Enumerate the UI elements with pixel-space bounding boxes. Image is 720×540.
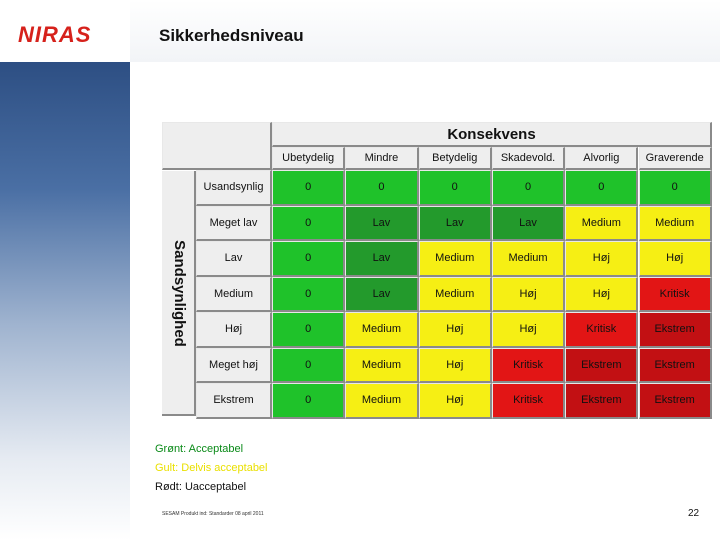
matrix-cell: 0 — [565, 170, 638, 206]
matrix-cell: 0 — [639, 170, 712, 206]
niras-logo: NIRAS — [18, 22, 92, 47]
matrix-cell: Høj — [492, 277, 565, 313]
matrix-cell: Lav — [345, 241, 418, 277]
row-header: Meget høj — [196, 348, 272, 384]
column-header: Graverende — [639, 147, 712, 170]
matrix-cell: Ekstrem — [639, 383, 712, 419]
matrix-cell: Høj — [639, 241, 712, 277]
matrix-cell: 0 — [272, 312, 345, 348]
column-header: Betydelig — [419, 147, 492, 170]
risk-matrix — [162, 122, 712, 418]
page-title: Sikkerhedsniveau — [159, 26, 304, 45]
matrix-cell: Medium — [345, 383, 418, 419]
legend-green: Grønt: Acceptabel — [155, 443, 244, 455]
matrix-cell: Kritisk — [639, 277, 712, 313]
matrix-cell: Høj — [419, 312, 492, 348]
matrix-cell: 0 — [272, 241, 345, 277]
likelihood-label: Sandsynlighed — [170, 240, 188, 347]
column-header: Mindre — [345, 147, 418, 170]
row-header: Høj — [196, 312, 272, 348]
matrix-cell: Høj — [419, 383, 492, 419]
matrix-cell: 0 — [272, 348, 345, 384]
page-number: 22 — [688, 508, 700, 519]
footer-text: SESAM Produkt ind: Standarder 08 april 2011 — [162, 511, 264, 517]
matrix-cell: 0 — [272, 383, 345, 419]
matrix-cell: Medium — [345, 312, 418, 348]
matrix-cell: Medium — [419, 241, 492, 277]
matrix-cell: Lav — [345, 206, 418, 242]
matrix-cell: 0 — [345, 170, 418, 206]
matrix-cell: Høj — [492, 312, 565, 348]
matrix-cell: Lav — [492, 206, 565, 242]
matrix-cell: Medium — [565, 206, 638, 242]
matrix-cell: 0 — [492, 170, 565, 206]
matrix-cell: Medium — [492, 241, 565, 277]
matrix-cell: 0 — [272, 170, 345, 206]
matrix-cell: Ekstrem — [565, 383, 638, 419]
column-header: Skadevold. — [492, 147, 565, 170]
legend-red: Rødt: Uacceptabel — [155, 481, 247, 493]
logo-area — [0, 0, 130, 62]
row-header: Meget lav — [196, 206, 272, 242]
matrix-cell: Medium — [639, 206, 712, 242]
matrix-cell: Lav — [419, 206, 492, 242]
consequence-header: Konsekvens — [272, 122, 712, 147]
matrix-cell: Kritisk — [565, 312, 638, 348]
matrix-cell: Ekstrem — [639, 312, 712, 348]
sidebar-gradient — [0, 0, 130, 540]
matrix-cell: Lav — [345, 277, 418, 313]
column-header: Alvorlig — [565, 147, 638, 170]
matrix-cell: Medium — [345, 348, 418, 384]
column-header: Ubetydelig — [272, 147, 345, 170]
matrix-cell: Høj — [565, 277, 638, 313]
matrix-cell: 0 — [272, 206, 345, 242]
matrix-cell: Medium — [419, 277, 492, 313]
matrix-cell: 0 — [272, 277, 345, 313]
legend-yellow: Gult: Delvis acceptabel — [155, 462, 268, 474]
matrix-cell: 0 — [419, 170, 492, 206]
row-header: Usandsynlig — [196, 170, 272, 206]
row-header: Medium — [196, 277, 272, 313]
matrix-cell: Ekstrem — [565, 348, 638, 384]
row-header: Lav — [196, 241, 272, 277]
matrix-cell: Kritisk — [492, 383, 565, 419]
row-header: Ekstrem — [196, 383, 272, 419]
matrix-cell: Kritisk — [492, 348, 565, 384]
matrix-cell: Ekstrem — [639, 348, 712, 384]
matrix-corner — [162, 122, 272, 170]
matrix-cell: Høj — [565, 241, 638, 277]
matrix-cell: Høj — [419, 348, 492, 384]
